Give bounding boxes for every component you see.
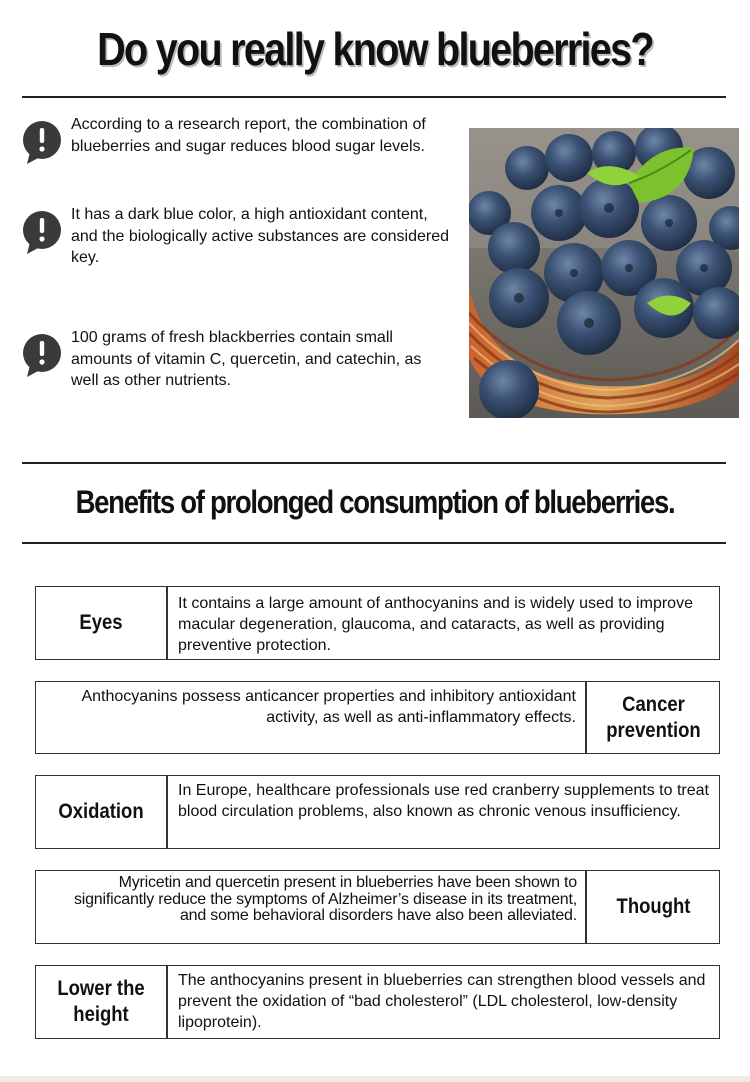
benefit-label: Eyes [79, 611, 123, 634]
benefit-text: In Europe, healthcare professionals use red cranberry supplements to treat blood circulation problems, also known as chronic venous insufficiency. [178, 782, 709, 820]
benefits-title: Benefits of prolonged consumption of blueberries. [75, 484, 675, 520]
divider [22, 462, 726, 464]
benefit-text: The anthocyanins present in blueberries can strengthen blood vessels and prevent the oxidation of “bad cholesterol” (LDL cholesterol, low-density lipoprotein). [178, 972, 706, 1031]
footer-strip [0, 1076, 750, 1082]
fact-item [22, 327, 452, 387]
fact-text: According to a research report, the combination of blueberries and sugar reduces blood sugar levels. [71, 116, 426, 155]
divider [166, 776, 168, 848]
exclamation-bubble-icon [22, 120, 62, 166]
benefit-card-lower-the-height [35, 965, 720, 1039]
benefit-card-eyes [35, 586, 720, 660]
benefit-card-cancer-prevention [35, 681, 720, 754]
divider [22, 542, 726, 544]
exclamation-bubble-icon [22, 333, 62, 379]
fact-item [22, 204, 452, 264]
blueberry-basket-image [469, 128, 739, 418]
benefit-text: It contains a large amount of anthocyanins and is widely used to improve macular degeneration, glaucoma, and cataracts, as well as providing preventive protection. [178, 595, 693, 654]
benefit-label: Oxidation [58, 800, 144, 823]
benefit-card-thought [35, 870, 720, 944]
divider [166, 966, 168, 1038]
exclamation-bubble-icon [22, 210, 62, 256]
divider [22, 96, 726, 98]
divider [166, 587, 168, 659]
divider [585, 682, 587, 753]
page-title: Do you really know blueberries? [97, 23, 653, 75]
fact-text: 100 grams of fresh blackberries contain small amounts of vitamin C, quercetin, and catechin, as well as other nutrients. [71, 329, 422, 389]
fact-text: It has a dark blue color, a high antioxidant content, and the biologically active substances are considered key. [71, 206, 450, 266]
benefit-label: Thought [616, 895, 691, 918]
benefit-card-oxidation [35, 775, 720, 849]
benefit-text: Anthocyanins possess anticancer properties and inhibitory antioxidant activity, as well as anti-inflammatory effects. [81, 688, 576, 726]
benefit-text: Myricetin and quercetin present in blueberries have been shown to significantly reduce the symptoms of Alzheimer’s disease in its treatment, and some behavioral disorders have also been alleviated. [73, 874, 577, 924]
divider [585, 871, 587, 943]
benefit-label: Lower the height [57, 977, 145, 1026]
fact-item [22, 114, 452, 174]
benefit-label: Cancer prevention [606, 692, 701, 742]
